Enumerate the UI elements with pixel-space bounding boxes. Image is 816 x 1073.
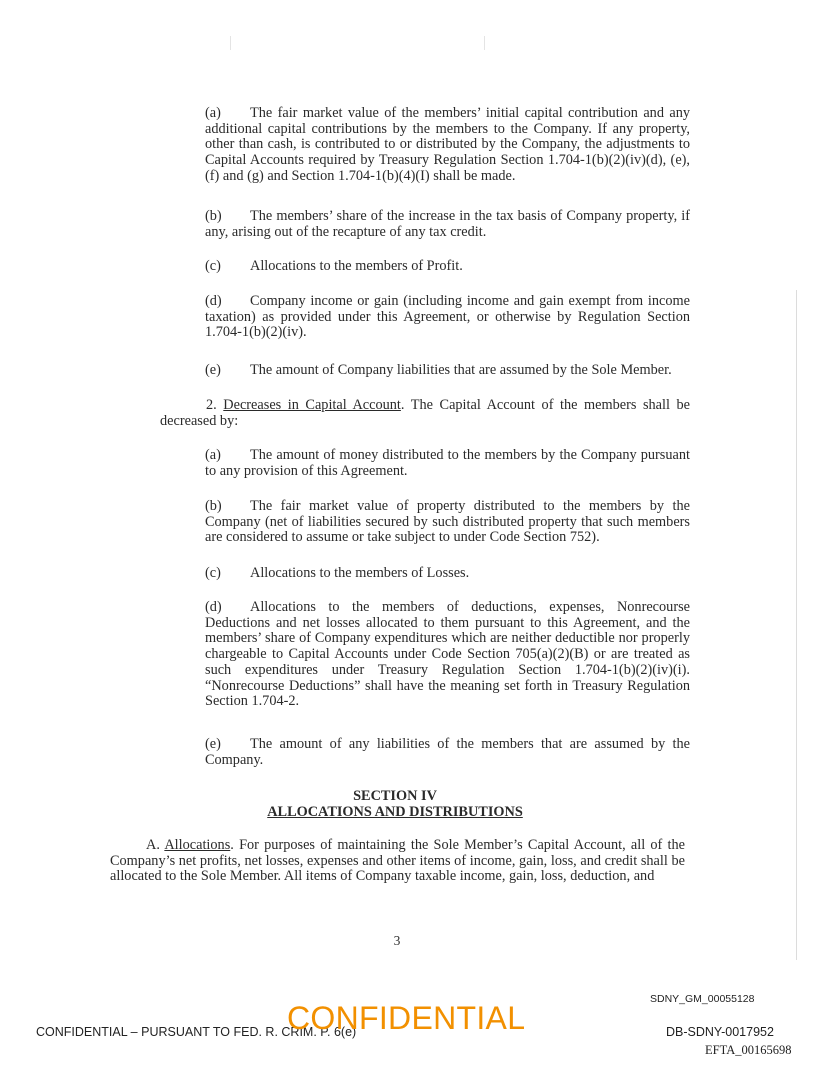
efta-number: EFTA_00165698 <box>705 1043 792 1057</box>
section-title: ALLOCATIONS AND DISTRIBUTIONS <box>267 804 523 820</box>
decrease-item-b: (b) The fair market value of property distributed to the members by the Company (net of liabilities secured by such distributed property that such members are considered to assume or take subject to under Code Section 752). <box>205 498 690 546</box>
db-document-number: DB-SDNY-0017952 <box>666 1025 774 1039</box>
confidential-stamp: CONFIDENTIAL <box>287 1000 526 1036</box>
allocations-paragraph: A. Allocations. For purposes of maintaining the Sole Member’s Capital Account, all of the Company’s net profits, net losses, expenses and other items of income, gain, loss, and credit shall be allocated to the Sole Member. All items of Company taxable income, gain, loss, deduction, and <box>110 837 685 885</box>
allocations-title: Allocations <box>164 837 231 853</box>
section-number: SECTION IV <box>353 788 437 804</box>
decreases-paragraph: 2. Decreases in Capital Account. The Capital Account of the members shall be decreased by: <box>160 397 690 429</box>
decrease-item-d: (d) Allocations to the members of deductions, expenses, Nonrecourse Deductions and net losses allocated to them pursuant to this Agreement, and the members’ share of Company expenditures which are neither deductible nor properly chargeable to Capital Accounts under Code Section 705(a)(2)(B) or are treated as such expenditures under Treasury Regulation Section 1.704-1(b)(2)(iv)(i). “Nonrecourse Deductions” shall have the meaning set forth in Treasury Regulation Section 1.704-2. <box>205 599 690 710</box>
increase-item-d: (d) Company income or gain (including income and gain exempt from income taxation) as provided under this Agreement, or otherwise by Regulation Section 1.704-1(b)(2)(iv). <box>205 293 690 341</box>
decrease-item-c: (c) Allocations to the members of Losses. <box>205 565 470 581</box>
increase-item-c: (c) Allocations to the members of Profit. <box>205 258 463 274</box>
decrease-item-a: (a) The amount of money distributed to the members by the Company pursuant to any provision of this Agreement. <box>205 447 690 479</box>
page-number: 3 <box>393 933 401 948</box>
confidential-notice: CONFIDENTIAL – PURSUANT TO FED. R. CRIM. P. 6(e) <box>36 1025 357 1039</box>
scan-speck <box>230 36 231 50</box>
bates-number: SDNY_GM_00055128 <box>650 993 755 1005</box>
scan-edge-line <box>796 290 797 960</box>
increase-item-b: (b) The members’ share of the increase in the tax basis of Company property, if any, arising out of the recapture of any tax credit. <box>205 208 690 240</box>
decreases-title: Decreases in Capital Account <box>223 397 401 413</box>
decrease-item-e: (e) The amount of any liabilities of the members that are assumed by the Company. <box>205 736 690 768</box>
scan-speck <box>484 36 485 50</box>
increase-item-e: (e) The amount of Company liabilities that are assumed by the Sole Member. <box>205 362 672 378</box>
increase-item-a: (a) The fair market value of the members’ initial capital contribution and any additional capital contributions by the members to the Company. If any property, other than cash, is contributed to or distributed by the Company, the adjustments to Capital Accounts required by Treasury Regulation Section 1.704-1(b)(2)(iv)(d), (e), (f) and (g) and Section 1.704-1(b)(4)(I) shall be made. <box>205 105 690 184</box>
